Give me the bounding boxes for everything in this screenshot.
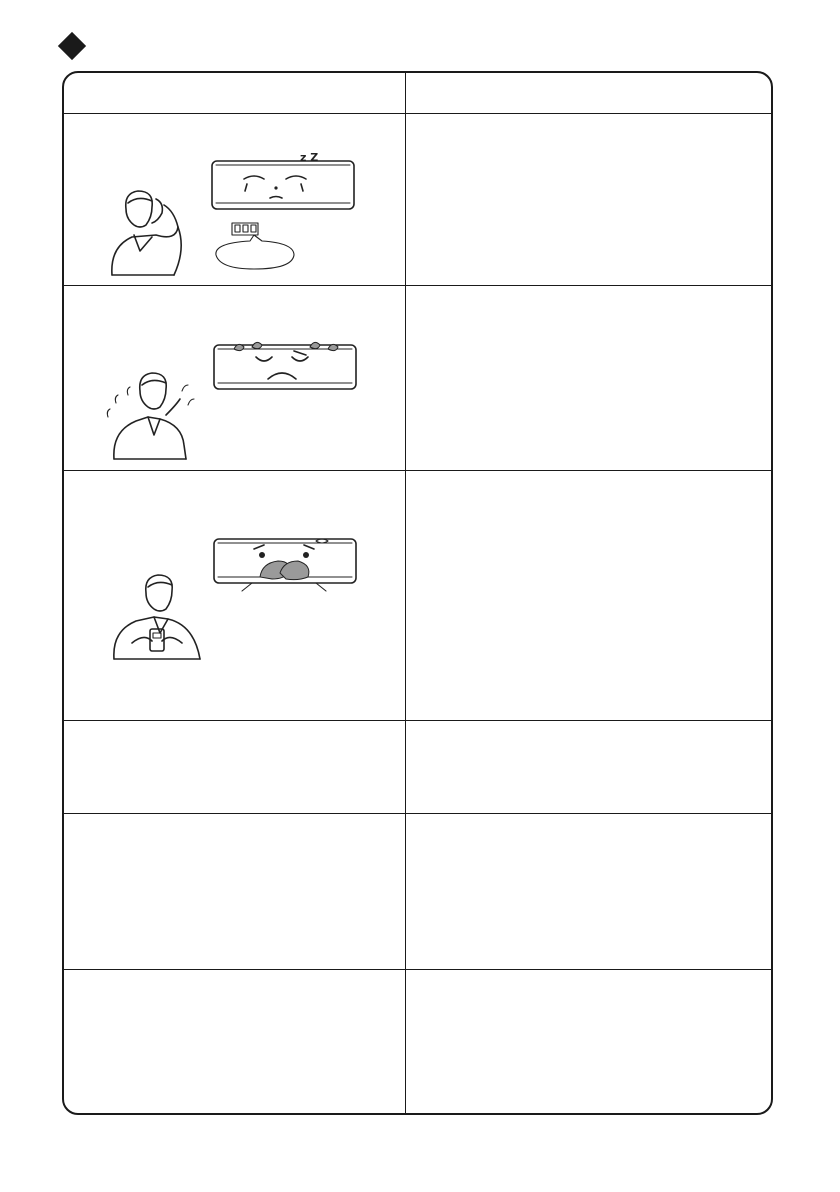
- row-divider: [64, 720, 771, 721]
- sleep-mark: z Z: [300, 151, 319, 164]
- table-header-left: [64, 73, 405, 113]
- row-divider: [64, 285, 771, 286]
- row-divider: [64, 813, 771, 814]
- illustration-sad-unit: [96, 335, 366, 465]
- table-header-right: [407, 73, 773, 113]
- row-divider: [64, 969, 771, 970]
- column-divider: [405, 73, 406, 1113]
- row-divider: [64, 113, 771, 114]
- diamond-icon: [58, 32, 86, 60]
- row-divider: [64, 470, 771, 471]
- illustration-sleeping-unit: [104, 151, 364, 281]
- troubleshooting-table: [62, 71, 773, 1115]
- illustration-covered-unit: [102, 525, 372, 665]
